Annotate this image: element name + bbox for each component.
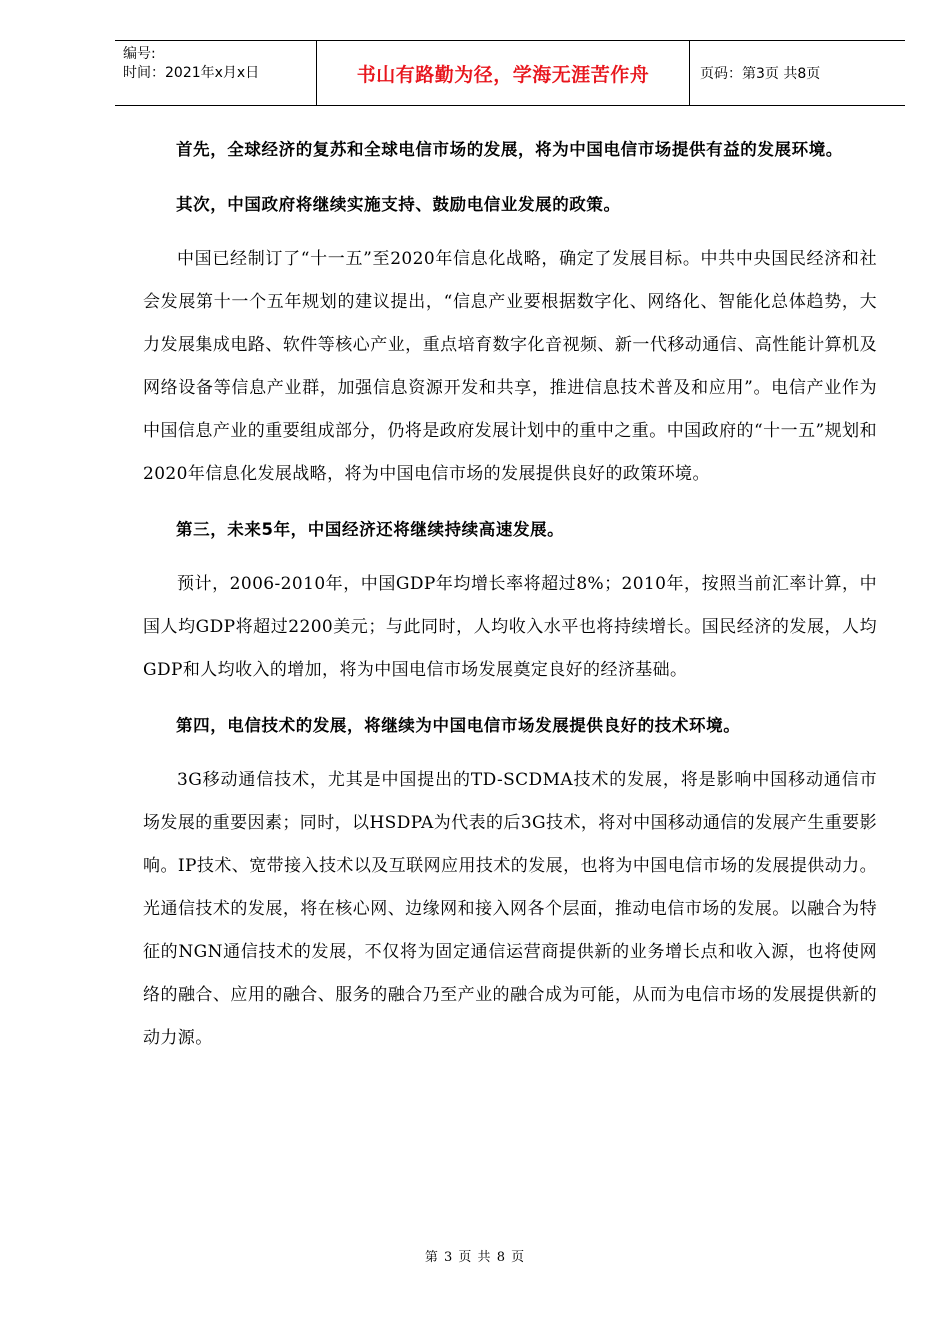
page-footer: 第 3 页 共 8 页 <box>424 1250 526 1265</box>
paragraph-economy: 预计，2006-2010年，中国GDP年均增长率将超过8%；2010年，按照当前汇率计算，中国人均GDP将超过2200美元；与此同时，人均收入水平也将持续增长。国民经济的发展，人均GDP和人均收入的增加，将为中国电信市场发展奠定良好的经济基础。 <box>143 574 877 680</box>
paragraph-third: 第三，未来5年，中国经济还将继续持续高速发展。 <box>176 520 565 539</box>
document-body <box>143 128 877 1060</box>
paragraph-second: 其次，中国政府将继续实施支持、鼓励电信业发展的政策。 <box>176 195 621 214</box>
paragraph-technology: 3G移动通信技术，尤其是中国提出的TD-SCDMA技术的发展，将是影响中国移动通信市场发展的重要因素；同时，以HSDPA为代表的后3G技术，将对中国移动通信的发展产生重要影响。IP技术、宽带接入技术以及互联网应用技术的发展，也将为中国电信市场的发展提供动力。光通信技术的发展，将在核心网、边缘网和接入网各个层面，推动电信市场的发展。以融合为特征的NGN通信技术的发展，不仅将为固定通信运营商提供新的业务增长点和收入源，也将使网络的融合、应用的融合、服务的融合乃至产业的融合成为可能，从而为电信市场的发展提供新的动力源。 <box>143 770 877 1048</box>
paragraph-fourth: 第四，电信技术的发展，将继续为中国电信市场发展提供良好的技术环境。 <box>176 716 741 735</box>
header-meta <box>115 41 316 105</box>
document-time: 时间：2021年x月x日 <box>123 65 260 81</box>
document-number-label: 编号: <box>123 46 156 62</box>
page-header <box>115 40 905 106</box>
header-motto: 书山有路勤为径，学海无涯苦作舟 <box>316 41 690 105</box>
paragraph-first: 首先，全球经济的复苏和全球电信市场的发展，将为中国电信市场提供有益的发展环境。 <box>176 140 843 159</box>
header-page-code: 页码：第3页 共8页 <box>700 66 821 82</box>
paragraph-strategy: 中国已经制订了“十一五”至2020年信息化战略，确定了发展目标。中共中央国民经济和社会发展第十一个五年规划的建议提出，“信息产业要根据数字化、网络化、智能化总体趋势，大力发展集成电路、软件等核心产业，重点培育数字化音视频、新一代移动通信、高性能计算机及网络设备等信息产业群，加强信息资源开发和共享，推进信息技术普及和应用”。电信产业作为中国信息产业的重要组成部分，仍将是政府发展计划中的重中之重。中国政府的“十一五”规划和2020年信息化发展战略，将为中国电信市场的发展提供良好的政策环境。 <box>143 249 877 484</box>
